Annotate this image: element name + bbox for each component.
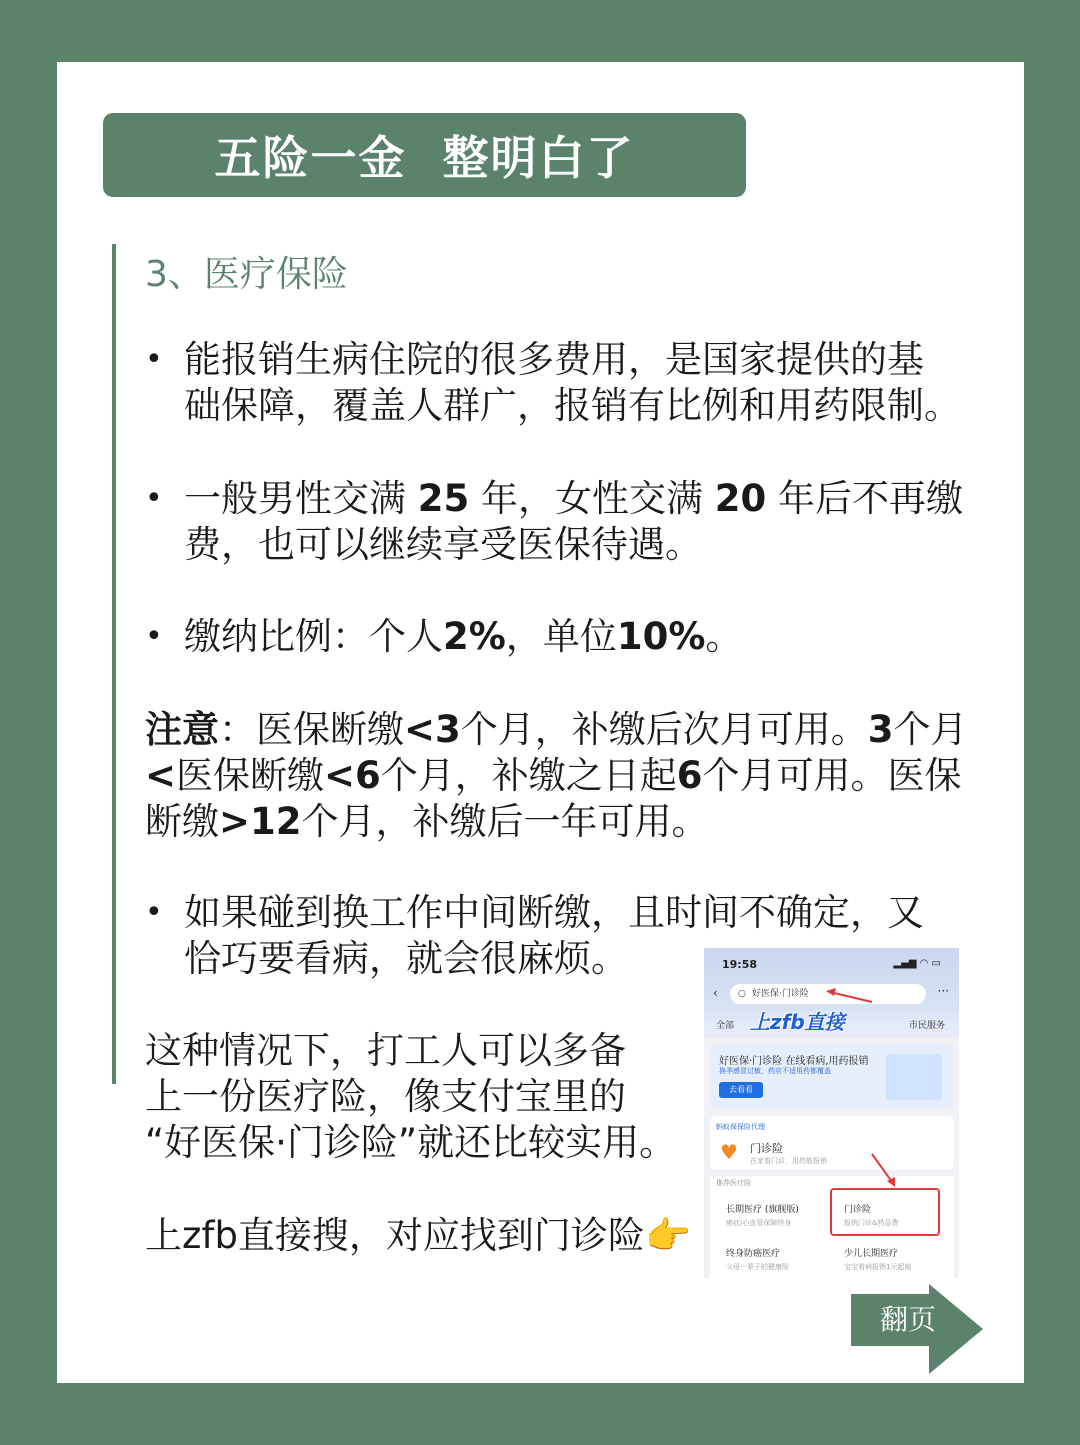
- search-query: 好医保·门诊险: [752, 989, 809, 999]
- note-text: 医保断缴: [176, 754, 325, 797]
- note-text: 个月，补缴之日起: [380, 754, 677, 797]
- rec-cell-sub: 父母一辈子的健康险: [726, 1263, 789, 1271]
- rec-cell-name: 少儿长期医疗: [844, 1249, 899, 1259]
- recommend-heading: 推荐医疗险: [716, 1179, 751, 1187]
- bullet-2-line-1: [184, 476, 963, 522]
- more-icon[interactable]: ···: [937, 984, 949, 998]
- bullet-3-text: 。: [705, 615, 743, 658]
- tab-all[interactable]: 全部: [716, 1021, 735, 1031]
- bullet-dot: •: [145, 481, 163, 516]
- rec-cell-name: 长期医疗 (旗舰版): [726, 1205, 799, 1215]
- note-text: 断缴: [145, 800, 219, 843]
- bullet-4-line-1: 如果碰到换工作中间断缴，且时间不确定，又: [184, 891, 924, 934]
- note-text: 个月可用。医保: [702, 754, 962, 797]
- recommendation-paragraph: [145, 1028, 676, 1166]
- overlay-caption: 上zfb直接: [750, 1010, 845, 1034]
- bullet-3-text: ，单位: [505, 615, 617, 658]
- bullet-1-line-1: 能报销生病住院的很多费用，是国家提供的基: [184, 338, 924, 381]
- search-icon: ○: [738, 989, 746, 999]
- signal-wifi-battery-icon: ▂▄▆ ◠ ▭: [893, 958, 941, 969]
- promo-title: 好医保·门诊险 在线看病,用药报销: [719, 1056, 869, 1067]
- note-line-1: [145, 707, 980, 753]
- promo-button[interactable]: 去看看: [719, 1082, 763, 1098]
- alipay-screenshot: [704, 948, 959, 1278]
- page-title: 五险一金 整明白了: [214, 131, 635, 185]
- rec-cell-sub: 癌症/心血管保障终身: [726, 1219, 792, 1227]
- para-line-2: 上一份医疗险，像支付宝里的: [145, 1075, 626, 1118]
- annotation-arrows: [704, 948, 959, 1278]
- note-text: 个月，补缴后次月可用。: [460, 708, 868, 751]
- arrow-head: [887, 1177, 895, 1187]
- note-paragraph: [145, 707, 980, 845]
- bullet-2-line-2: 费，也可以继续享受医保待遇。: [184, 523, 702, 566]
- personal-rate: 2%: [443, 615, 506, 658]
- bullet-2-text: 一般男性交满: [184, 477, 418, 520]
- section-heading: 3、医疗保险: [145, 254, 348, 295]
- bullet-dot: •: [145, 619, 163, 654]
- pointing-hand-icon: 👉: [644, 1214, 692, 1257]
- male-years: 25: [417, 477, 470, 520]
- note-text: 个月: [893, 708, 968, 751]
- note-line-2: [145, 753, 980, 799]
- bullet-2-text: 年，女性交满: [469, 477, 715, 520]
- bullet-dot: •: [145, 342, 163, 377]
- para-line-1: 这种情况下，打工人可以多备: [145, 1029, 626, 1072]
- bullet-1-line-2: 础保障，覆盖人群广，报销有比例和用药限制。: [184, 384, 961, 427]
- title-banner: [103, 113, 746, 197]
- bullet-3: [184, 614, 742, 660]
- search-instruction-text: 上zfb直接搜，对应找到门诊险: [145, 1214, 645, 1257]
- note-value: <6: [324, 754, 381, 797]
- bullet-dot: •: [145, 895, 163, 930]
- next-page-button[interactable]: 翻页: [879, 1303, 936, 1336]
- note-value: >12: [219, 800, 302, 843]
- note-value: <3: [404, 708, 461, 751]
- note-value: <: [145, 754, 177, 797]
- product-name: 门诊险: [750, 1142, 783, 1155]
- clock: 19:58: [722, 958, 758, 971]
- promo-subtitle: 换季感冒过敏，药店不适用药都覆盖: [719, 1067, 831, 1075]
- arrow-to-search: [830, 992, 872, 1002]
- bullet-2-text: 年后不再缴: [766, 477, 964, 520]
- para-line-3: “好医保·门诊险”就还比较实用。: [145, 1121, 677, 1164]
- arrow-to-cell: [872, 1154, 892, 1182]
- rec-cell-sub: 报销门诊&药品费: [844, 1219, 899, 1227]
- note-value: 3: [867, 708, 894, 751]
- rec-cell-name: 门诊险: [844, 1205, 872, 1215]
- note-text: ：医保断缴: [219, 708, 404, 751]
- arrow-head: [826, 988, 836, 996]
- heart-icon: ♥: [720, 1140, 738, 1164]
- agent-label: 蚂蚁保保险代理: [716, 1123, 765, 1131]
- rec-cell-sub: 宝宝看病报销1元起赔: [844, 1263, 912, 1271]
- product-subtitle: 在家看门诊，用药能报销: [750, 1157, 827, 1165]
- note-line-3: [145, 799, 980, 845]
- bullet-1: [184, 337, 961, 429]
- note-value: 6: [676, 754, 703, 797]
- left-accent-rule: [112, 244, 116, 1084]
- employer-rate: 10%: [616, 615, 706, 658]
- note-label: 注意: [145, 708, 219, 751]
- bullet-4-line-2: 恰巧要看病，就会很麻烦。: [184, 937, 628, 980]
- back-icon[interactable]: ‹: [713, 986, 718, 1000]
- tab-city-services[interactable]: 市民服务: [908, 1021, 945, 1031]
- search-instruction: [145, 1213, 691, 1259]
- note-text: 个月，补缴后一年可用。: [301, 800, 709, 843]
- bullet-2: [184, 476, 963, 568]
- female-years: 20: [714, 477, 767, 520]
- rec-cell-name: 终身防癌医疗: [726, 1249, 781, 1259]
- bullet-3-text: 缴纳比例：个人: [184, 615, 443, 658]
